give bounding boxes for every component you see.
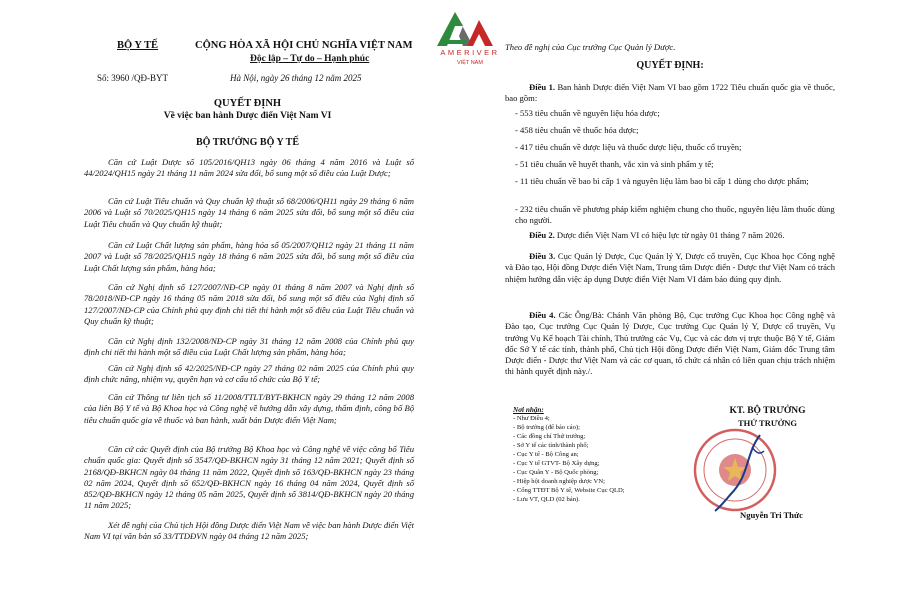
article-4-text: Các Ông/Bà: Chánh Văn phòng Bộ, Cục trưởng Cục Khoa học Công nghệ và Đào tạo, Cục trưởng Cục Quản lý Dược, Cục trưởng Cục Quản lý Y, Dược cổ truyền, Vụ trưởng Vụ Kế hoạch Tài chính, Thủ trưởng các Vụ, Cục và các đơn vị trực thuộc Bộ Y tế, Giám đốc Sở Y tế các tỉnh, thành phố, Chủ tịch Hội đồng Dược điển Việt Nam, Giám đốc Trung tâm Dược điển - Dược thư Việt Nam và các cơ quan, tổ chức cá nhân có liên quan chịu trách nhiệm thi hành quyết định này./.: [505, 310, 836, 377]
article-1: [505, 82, 835, 105]
preamble-paragraph: Căn cứ Luật Tiêu chuẩn và Quy chuẩn kỹ thuật số 68/2006/QH11 ngày 29 tháng 6 năm 2006 và Luật số 70/2025/QH15 ngày 14 tháng 6 năm 2025 sửa đổi, bổ sung một số điều của Luật Tiêu chuẩn và Quy chuẩn kỹ thuật;: [84, 196, 414, 229]
list-item: - 232 tiêu chuẩn về phương pháp kiểm nghiệm chung cho thuốc, nguyên liệu làm thuốc dùng cho người.: [515, 204, 835, 226]
recipient-item: - Hiệp hội doanh nghiệp dược VN;: [513, 478, 605, 485]
list-item: - 458 tiêu chuẩn về thuốc hóa dược;: [515, 125, 639, 135]
list-item: - 417 tiêu chuẩn về dược liệu và thuốc dược liệu, thuốc cổ truyền;: [515, 142, 742, 152]
recipient-item: - Lưu VT, QLD (02 bản).: [513, 496, 580, 503]
list-item: - 11 tiêu chuẩn về bao bì cấp 1 và nguyên liệu làm bao bì cấp 1 dùng cho dược phẩm;: [515, 176, 809, 186]
preamble-paragraph: Căn cứ Luật Dược số 105/2016/QH13 ngày 06 tháng 4 năm 2016 và Luật số 44/2024/QH15 ngày 21 tháng 11 năm 2024 sửa đổi, bổ sung một số điều của Luật Dược;: [84, 157, 414, 179]
signature-subtitle: THỨ TRƯỞNG: [738, 418, 797, 428]
country-name: CỘNG HÒA XÃ HỘI CHỦ NGHĨA VIỆT NAM: [195, 40, 413, 51]
proposal-line: Theo đề nghị của Cục trưởng Cục Quản lý Dược.: [505, 42, 676, 52]
list-item: - 553 tiêu chuẩn về nguyên liệu hóa dược;: [515, 108, 660, 118]
document-subject: Về việc ban hành Dược điển Việt Nam VI: [163, 111, 332, 121]
preamble-paragraph: Căn cứ Nghị định số 42/2025/NĐ-CP ngày 27 tháng 02 năm 2025 của Chính phủ quy định chức năng, nhiệm vụ, quyền hạn và cơ cấu tổ chức của Bộ Y tế;: [84, 363, 414, 385]
preamble-paragraph: Căn cứ các Quyết định của Bộ trưởng Bộ Khoa học và Công nghệ về việc công bố Tiêu chuẩn quốc gia: Quyết định số 3547/QĐ-BKHCN ngày 31 tháng 12 năm 2021; Quyết định số 2168/QĐ-BKHCN ngày 04 tháng 11 năm 2022, Quyết định số 163/QĐ-BKHCN ngày 23 tháng 02 năm 2024, Quyết định số 652/QĐ-BKHCN ngày 16 tháng 04 năm 2024, Quyết định số 852/QĐ-BKHCN ngày 12 tháng 05 năm 2025, Quyết định số 3814/QĐ-BKHCN ngày 20 tháng 11 năm 2025;: [84, 444, 414, 511]
official-seal: [690, 425, 780, 515]
recipient-item: - Cục Y tế - Bộ Công an;: [513, 451, 579, 458]
article-4-label: Điều 4.: [529, 310, 556, 320]
article-1-label: Điều 1.: [529, 82, 556, 92]
signer-name: Nguyễn Tri Thức: [740, 510, 803, 520]
preamble-paragraph: Căn cứ Thông tư liên tịch số 11/2008/TTLT/BYT-BKHCN ngày 29 tháng 12 năm 2008 của liên Bộ Y tế và Bộ Khoa học và Công nghệ về hướng dẫn xây dựng, thẩm định, công bố Bộ tiêu chuẩn quốc gia về thuốc và ban hành, xuất bản Dược điển Việt Nam;: [84, 392, 414, 425]
article-4: [505, 310, 835, 378]
preamble-paragraph: Xét đề nghị của Chủ tịch Hội đồng Dược điển Việt Nam về việc ban hành Dược điển Việt Nam VI tại văn bản số 33/TTDĐVN ngày 04 tháng 12 năm 2025;: [84, 520, 414, 542]
article-2-label: Điều 2.: [529, 230, 555, 240]
preamble-paragraph: Căn cứ Luật Chất lượng sản phẩm, hàng hóa số 05/2007/QH12 ngày 21 tháng 11 năm 2007 và Luật số 78/2025/QH15 ngày 18 tháng 6 năm 2025 sửa đổi, bổ sung một số điều của Luật Chất lượng sản phẩm, hàng hóa;: [84, 240, 414, 273]
recipient-item: - Như Điều 4;: [513, 415, 550, 422]
article-1-text: Ban hành Dược điển Việt Nam VI bao gồm 1722 Tiêu chuẩn quốc gia về thuốc, bao gồm:: [505, 82, 835, 104]
preamble-paragraph: Căn cứ Nghị định số 127/2007/NĐ-CP ngày 01 tháng 8 năm 2007 và Nghị định số 78/2018/NĐ-CP ngày 16 tháng 05 năm 2018 sửa đổi, bổ sung một số điều của Nghị định số 127/2007/NĐ-CP của Chính phủ quy định chi tiết thi hành một số điều của Luật Tiêu chuẩn và Quy chuẩn kỹ thuật;: [84, 282, 414, 326]
ministry-name: BỘ Y TẾ: [117, 40, 159, 51]
list-item: - 51 tiêu chuẩn về huyết thanh, vắc xin và sinh phẩm y tế;: [515, 159, 714, 169]
article-3: [505, 251, 835, 285]
preamble-paragraph: Căn cứ Nghị định 132/2008/NĐ-CP ngày 31 tháng 12 năm 2008 của Chính phủ quy định chi tiết thi hành một số điều của Luật Chất lượng sản phẩm, hàng hóa;: [84, 336, 414, 358]
decision-heading: QUYẾT ĐỊNH:: [636, 60, 704, 71]
recipient-item: - Cục Y tế GTVT- Bộ Xây dựng;: [513, 460, 600, 467]
signature-title: KT. BỘ TRƯỞNG: [729, 406, 806, 416]
document-title: QUYẾT ĐỊNH: [213, 98, 282, 109]
recipient-item: - Cục Quân Y - Bộ Quốc phòng;: [513, 469, 599, 476]
logo-subtitle: VIỆT NAM: [457, 60, 483, 66]
recipient-item: - Các đồng chí Thứ trưởng;: [513, 433, 586, 440]
article-2: [505, 230, 835, 241]
recipients-title: Nơi nhận:: [513, 406, 544, 414]
recipient-item: - Bộ trưởng (để báo cáo);: [513, 424, 580, 431]
place-date: Hà Nội, ngày 26 tháng 12 năm 2025: [230, 73, 362, 83]
national-motto: Độc lập – Tự do – Hạnh phúc: [250, 54, 370, 64]
article-2-text: Dược điển Việt Nam VI có hiệu lực từ ngày 01 tháng 7 năm 2026.: [554, 230, 785, 240]
article-3-label: Điều 3.: [529, 251, 556, 261]
recipient-item: - Cổng TTĐT Bộ Y tế, Website Cục QLD;: [513, 487, 625, 494]
logo-brand: AMERIVER: [440, 48, 500, 57]
issuing-authority: BỘ TRƯỞNG BỘ Y TẾ: [196, 137, 299, 148]
document-number: Số: 3960 /QĐ-BYT: [97, 73, 169, 83]
article-3-text: Cục Quản lý Dược, Cục Quản lý Y, Dược cổ truyền, Cục Khoa học Công nghệ và Đào tạo, Hội đồng Dược điển Việt Nam, Trung tâm Dược điển - Dược thư Việt Nam có trách nhiệm hướng dẫn việc áp dụng Dược điển Việt Nam VI đảm bảo đúng quy định.: [505, 251, 835, 284]
recipient-item: - Sở Y tế các tỉnh/thành phố;: [513, 442, 589, 449]
seal-emblem-icon: [690, 425, 780, 515]
